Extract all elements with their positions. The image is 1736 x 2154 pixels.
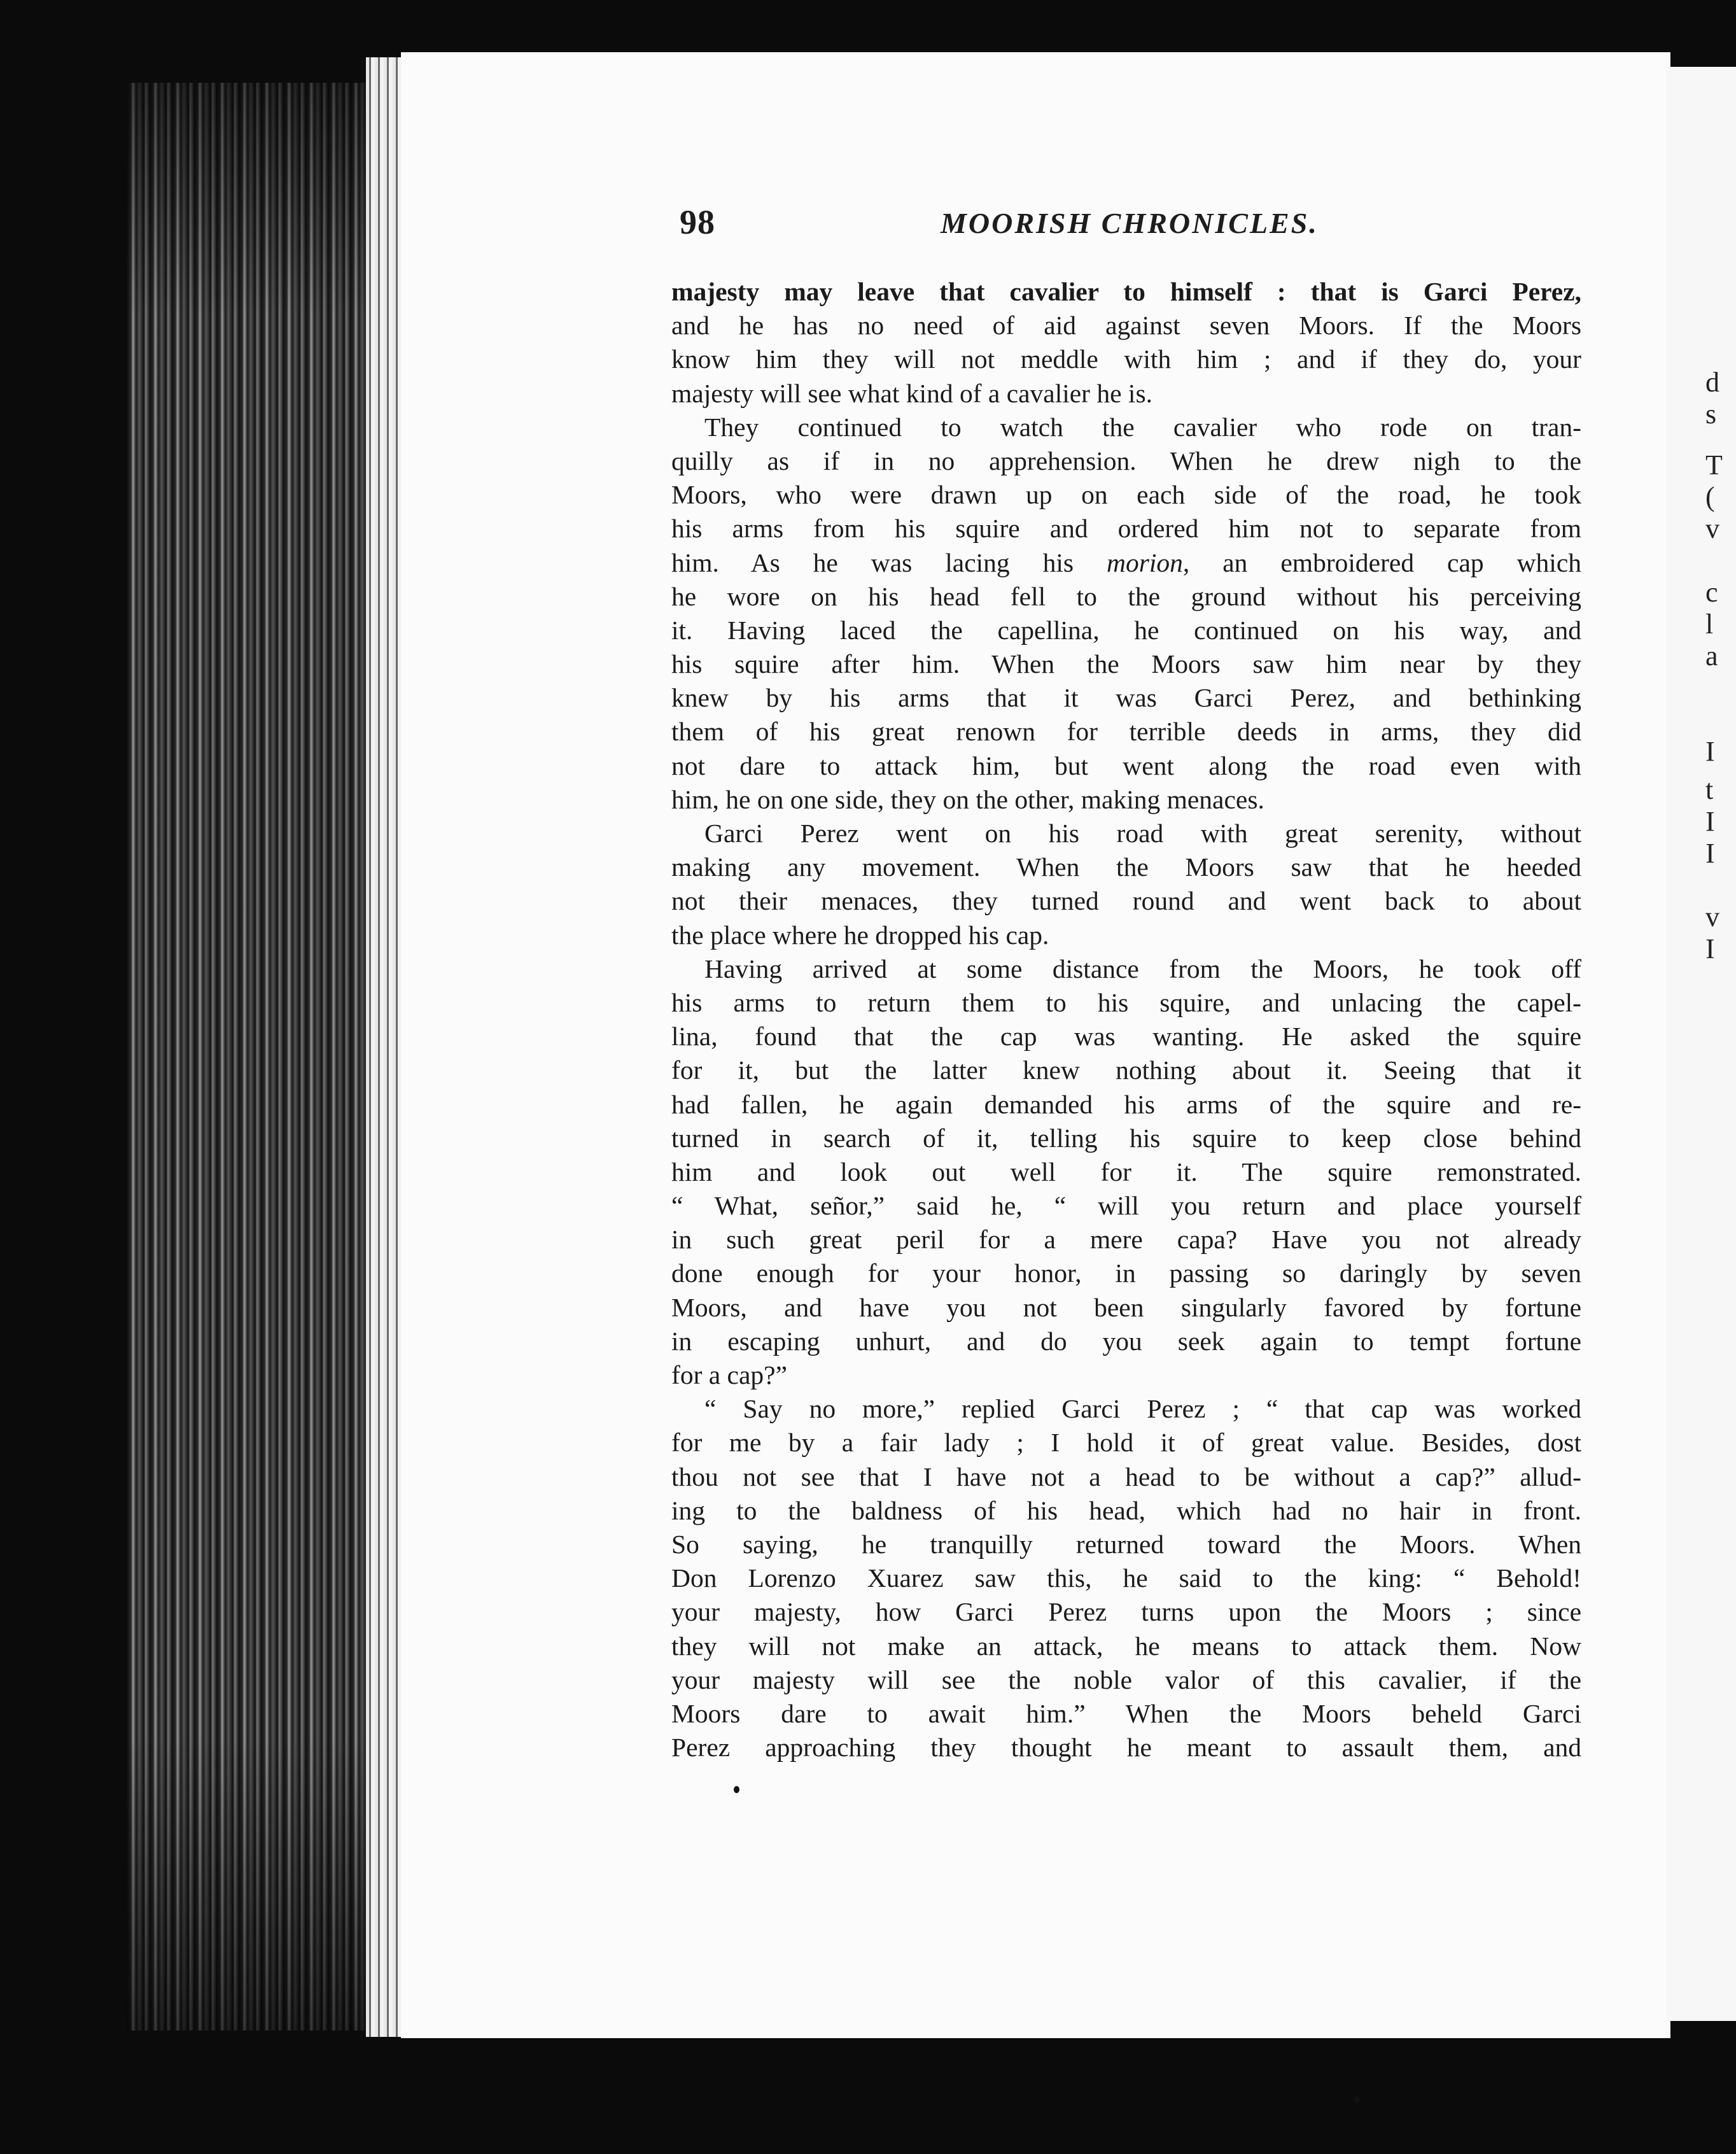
adjacent-page-fragment: I: [1705, 838, 1715, 869]
text-line: him and look out well for it. The squire remonstrated.: [671, 1157, 1581, 1186]
text-line: your majesty, how Garci Perez turns upon the Moors ; since: [671, 1597, 1581, 1627]
text-line: for me by a fair lady ; I hold it of great value. Besides, dost: [671, 1428, 1581, 1458]
text-line: Moors, and have you not been singularly favored by fortune: [671, 1292, 1581, 1322]
text-line: him, he on one side, they on the other, making menaces.: [671, 784, 1264, 814]
adjacent-page-fragment: I: [1705, 736, 1715, 767]
page-number: 98: [680, 203, 715, 241]
adjacent-page-fragment: s: [1705, 398, 1717, 430]
text-line: “ Say no more,” replied Garci Perez ; “ that cap was worked: [704, 1394, 1581, 1424]
text-line: majesty will see what kind of a cavalier he is.: [671, 378, 1152, 408]
adjacent-page-fragment: I: [1705, 933, 1715, 964]
text-line: Having arrived at some distance from the Moors, he took off: [704, 954, 1581, 983]
adjacent-page-fragment: d: [1705, 367, 1719, 398]
text-line: quilly as if in no apprehension. When he drew nigh to the: [671, 446, 1581, 475]
text-line: “ What, señor,” said he, “ will you return and place yourself: [671, 1191, 1581, 1221]
body-text: [671, 275, 1581, 1764]
text-line: ing to the baldness of his head, which had no hair in front.: [671, 1495, 1581, 1525]
text-line: his squire after him. When the Moors saw him near by they: [671, 649, 1581, 679]
text-line: his arms from his squire and ordered him not to separate from: [671, 514, 1581, 544]
text-line: Perez approaching they thought he meant to assault them, and: [671, 1733, 1581, 1763]
text-line: Don Lorenzo Xuarez saw this, he said to the king: “ Behold!: [671, 1563, 1581, 1593]
text-line: majesty may leave that cavalier to himself : that is Garci Perez,: [671, 277, 1581, 306]
text-line: had fallen, he again demanded his arms of the squire and re-: [671, 1089, 1581, 1119]
text-line: him. As he was lacing his morion, an embroidered cap which: [671, 547, 1581, 577]
text-line: Moors dare to await him.” When the Moors beheld Garci: [671, 1698, 1581, 1728]
text-line: in such great peril for a mere capa? Have you not already: [671, 1225, 1581, 1255]
text-line: They continued to watch the cavalier who rode on tran-: [704, 412, 1581, 442]
text-line: So saying, he tranquilly returned toward the Moors. When: [671, 1529, 1581, 1559]
text-line: for a cap?”: [671, 1360, 787, 1390]
text-line: Garci Perez went on his road with great serenity, without: [704, 819, 1581, 848]
text-line: thou not see that I have not a head to be without a cap?” allud-: [671, 1461, 1581, 1491]
text-line: not dare to attack him, but went along the road even with: [671, 750, 1581, 780]
text-line: the place where he dropped his cap.: [671, 920, 1049, 950]
text-line: for it, but the latter knew nothing about it. Seeing that it: [671, 1055, 1581, 1085]
text-line: they will not make an attack, he means to attack them. Now: [671, 1631, 1581, 1661]
adjacent-page-fragment: l: [1705, 609, 1714, 640]
text-line: knew by his arms that it was Garci Perez, and bethinking: [671, 683, 1581, 713]
adjacent-page-fragment: c: [1705, 577, 1718, 608]
text-line: them of his great renown for terrible deeds in arms, they did: [671, 717, 1581, 747]
text-line: he wore on his head fell to the ground without his perceiving: [671, 581, 1581, 611]
text-line: Moors, who were drawn up on each side of the road, he took: [671, 480, 1581, 510]
text-line: in escaping unhurt, and do you seek again to tempt fortune: [671, 1326, 1581, 1356]
text-line: it. Having laced the capellina, he continued on his way, and: [671, 615, 1581, 645]
speck-mark: [1354, 2096, 1360, 2103]
adjacent-page-fragment: a: [1705, 640, 1718, 672]
speck-mark: [734, 1786, 739, 1793]
adjacent-page-fragment: v: [1705, 901, 1719, 933]
running-title: MOORISH CHRONICLES.: [941, 207, 1319, 239]
adjacent-page-fragment: T: [1705, 449, 1723, 481]
text-line: his arms to return them to his squire, and unlacing the capel-: [671, 987, 1581, 1017]
adjacent-page-edge: [1666, 67, 1736, 2021]
page-header: [680, 202, 1335, 253]
text-line: done enough for your honor, in passing so daringly by seven: [671, 1258, 1581, 1288]
text-line: lina, found that the cap was wanting. He asked the squire: [671, 1022, 1581, 1052]
text-line: know him they will not meddle with him ; and if they do, your: [671, 344, 1581, 374]
text-line: your majesty will see the noble valor of this cavalier, if the: [671, 1665, 1581, 1694]
adjacent-page-fragment: t: [1705, 774, 1714, 805]
text-line: making any movement. When the Moors saw that he heeded: [671, 852, 1581, 882]
text-line: not their menaces, they turned round and went back to about: [671, 886, 1581, 916]
text-line: turned in search of it, telling his squire to keep close behind: [671, 1123, 1581, 1153]
text-line: and he has no need of aid against seven Moors. If the Moors: [671, 311, 1581, 341]
adjacent-page-fragment: (: [1705, 481, 1715, 512]
adjacent-page-fragment: v: [1705, 513, 1719, 544]
adjacent-page-fragment: I: [1705, 806, 1715, 837]
page-edges: [127, 83, 395, 2031]
